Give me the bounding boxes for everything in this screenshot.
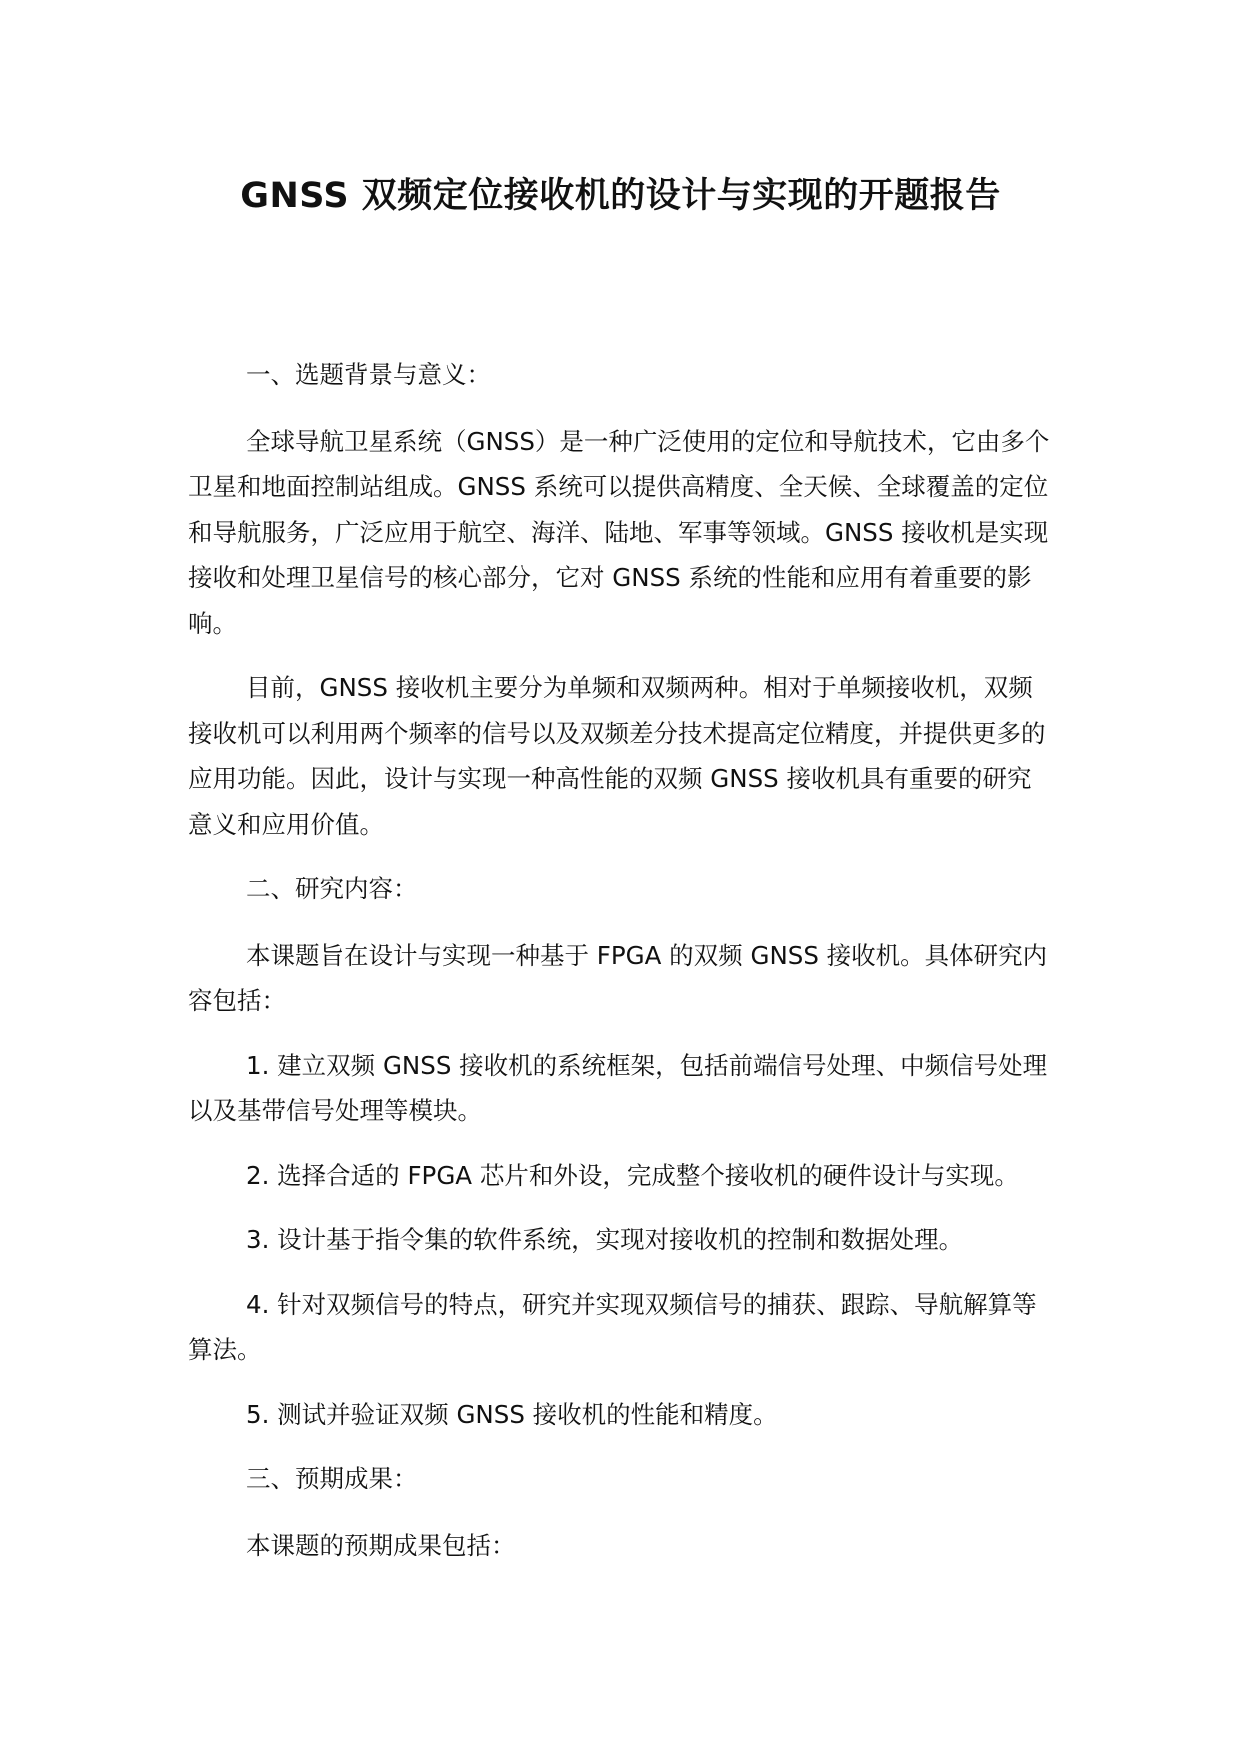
list-item-testing: 5. 测试并验证双频 GNSS 接收机的性能和精度。 [246, 1399, 778, 1429]
section-heading-research-content: 二、研究内容： [246, 874, 418, 903]
document-body [188, 352, 1050, 1587]
section-heading-expected-results: 三、预期成果： [246, 1464, 418, 1493]
paragraph-expected-results-intro: 本课题的预期成果包括： [246, 1530, 516, 1560]
paragraph-research-intro: 本课题旨在设计与实现一种基于 FPGA 的双频 GNSS 接收机。具体研究内容包括： [188, 940, 1048, 1015]
list-item-fpga-hardware: 2. 选择合适的 FPGA 芯片和外设，完成整个接收机的硬件设计与实现。 [246, 1160, 1019, 1190]
paragraph-gnss-overview: 全球导航卫星系统（GNSS）是一种广泛使用的定位和导航技术，它由多个卫星和地面控制站组成。GNSS 系统可以提供高精度、全天候、全球覆盖的定位和导航服务，广泛应用于航空、海洋、陆地、军事等领域。GNSS 接收机是实现接收和处理卫星信号的核心部分，它对 GNSS 系统的性能和应用有着重要的影响。 [188, 426, 1050, 638]
list-item-algorithms: 4. 针对双频信号的特点，研究并实现双频信号的捕获、跟踪、导航解算等算法。 [188, 1289, 1037, 1364]
list-item-system-framework: 1. 建立双频 GNSS 接收机的系统框架，包括前端信号处理、中频信号处理以及基带信号处理等模块。 [188, 1050, 1048, 1125]
list-item-software-system: 3. 设计基于指令集的软件系统，实现对接收机的控制和数据处理。 [246, 1225, 964, 1254]
document-title: GNSS 双频定位接收机的设计与实现的开题报告 [240, 176, 1001, 216]
section-heading-background: 一、选题背景与意义： [246, 360, 491, 389]
paragraph-dual-frequency-motivation: 目前，GNSS 接收机主要分为单频和双频两种。相对于单频接收机，双频接收机可以利用两个频率的信号以及双频差分技术提高定位精度，并提供更多的应用功能。因此，设计与实现一种高性能的双频 GNSS 接收机具有重要的研究意义和应用价值。 [188, 673, 1046, 839]
